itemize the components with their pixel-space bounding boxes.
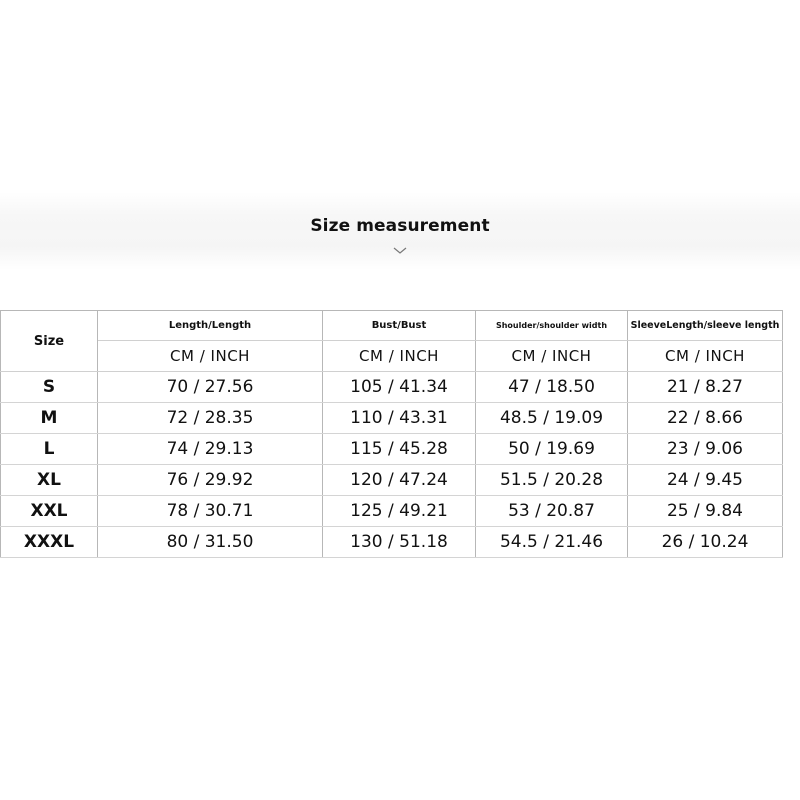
unit-label: CM / INCH bbox=[628, 341, 783, 372]
table-cell: 70 / 27.56 bbox=[98, 372, 323, 403]
unit-label: CM / INCH bbox=[98, 341, 323, 372]
size-table bbox=[0, 310, 783, 558]
table-row bbox=[1, 496, 783, 527]
table-cell: 48.5 / 19.09 bbox=[476, 403, 628, 434]
table-cell: 22 / 8.66 bbox=[628, 403, 783, 434]
table-cell: 51.5 / 20.28 bbox=[476, 465, 628, 496]
table-cell: 110 / 43.31 bbox=[323, 403, 476, 434]
table-row bbox=[1, 372, 783, 403]
table-row bbox=[1, 465, 783, 496]
table-cell: 125 / 49.21 bbox=[323, 496, 476, 527]
table-cell: 76 / 29.92 bbox=[98, 465, 323, 496]
table-cell: 21 / 8.27 bbox=[628, 372, 783, 403]
page-title: Size measurement bbox=[310, 216, 490, 236]
size-cell: XXXL bbox=[1, 527, 98, 558]
table-cell: 72 / 28.35 bbox=[98, 403, 323, 434]
size-cell: XXL bbox=[1, 496, 98, 527]
column-header-length: Length/Length bbox=[98, 311, 323, 341]
table-cell: 78 / 30.71 bbox=[98, 496, 323, 527]
table-cell: 130 / 51.18 bbox=[323, 527, 476, 558]
header-row bbox=[1, 311, 783, 341]
table-cell: 74 / 29.13 bbox=[98, 434, 323, 465]
size-cell: S bbox=[1, 372, 98, 403]
table-cell: 115 / 45.28 bbox=[323, 434, 476, 465]
unit-label: CM / INCH bbox=[476, 341, 628, 372]
unit-label: CM / INCH bbox=[323, 341, 476, 372]
column-header-bust: Bust/Bust bbox=[323, 311, 476, 341]
size-cell: XL bbox=[1, 465, 98, 496]
table-cell: 26 / 10.24 bbox=[628, 527, 783, 558]
table-cell: 105 / 41.34 bbox=[323, 372, 476, 403]
table-cell: 47 / 18.50 bbox=[476, 372, 628, 403]
chevron-down-icon bbox=[392, 244, 408, 256]
column-header-sleeve: SleeveLength/sleeve length bbox=[628, 311, 783, 341]
table-cell: 24 / 9.45 bbox=[628, 465, 783, 496]
table-row bbox=[1, 527, 783, 558]
table-cell: 80 / 31.50 bbox=[98, 527, 323, 558]
table-row bbox=[1, 403, 783, 434]
table-cell: 54.5 / 21.46 bbox=[476, 527, 628, 558]
column-header-shoulder: Shoulder/shoulder width bbox=[476, 311, 628, 341]
table-cell: 25 / 9.84 bbox=[628, 496, 783, 527]
table-cell: 23 / 9.06 bbox=[628, 434, 783, 465]
size-cell: M bbox=[1, 403, 98, 434]
table-cell: 120 / 47.24 bbox=[323, 465, 476, 496]
table-cell: 50 / 19.69 bbox=[476, 434, 628, 465]
size-cell: L bbox=[1, 434, 98, 465]
unit-row bbox=[1, 341, 783, 372]
table-cell: 53 / 20.87 bbox=[476, 496, 628, 527]
size-column-header: Size bbox=[1, 311, 98, 372]
table-row bbox=[1, 434, 783, 465]
